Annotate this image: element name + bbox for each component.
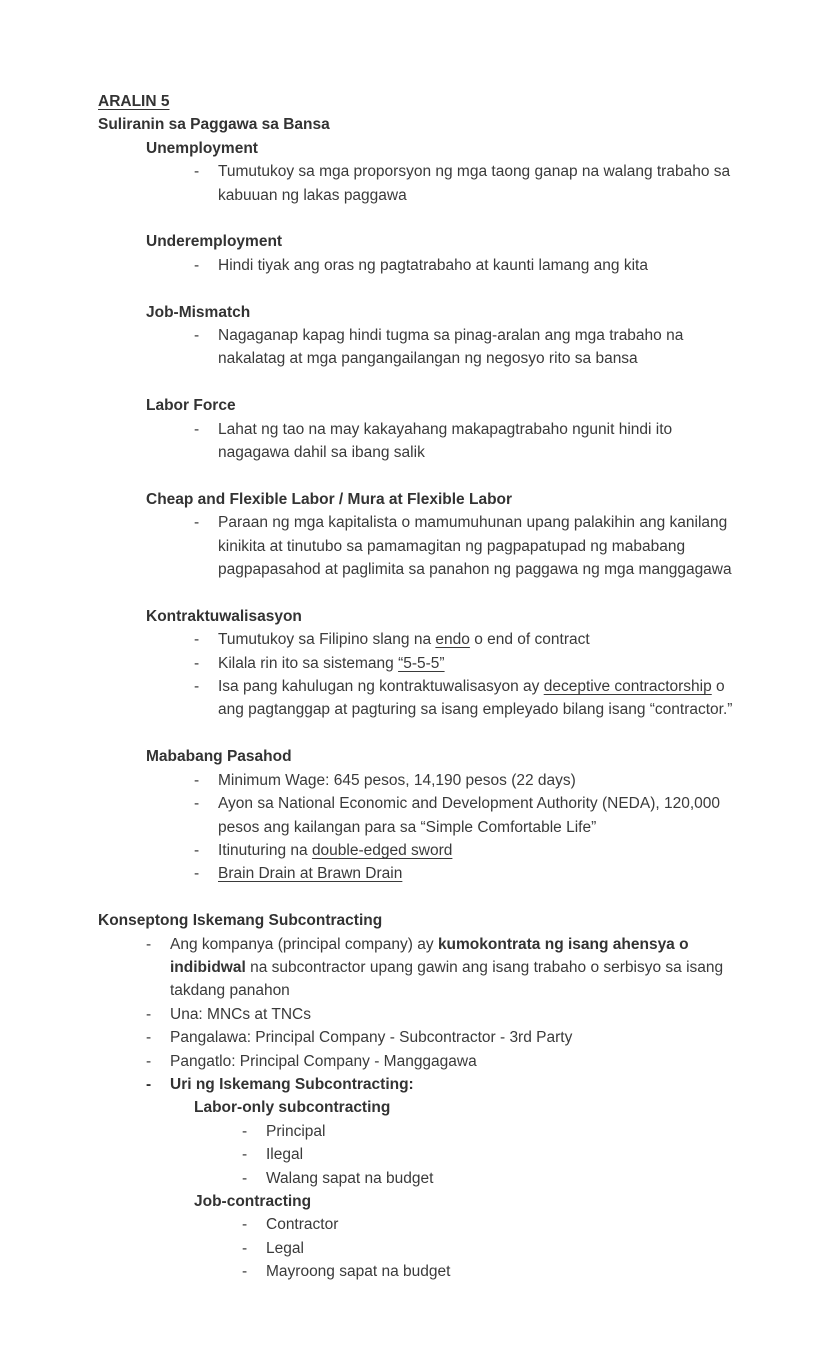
bullet-walang-sapat-na-budget (242, 1167, 733, 1190)
bullet-contractor (242, 1213, 733, 1236)
bold-text: Kontraktuwalisasyon (146, 607, 302, 625)
heading-unemployment (146, 137, 733, 160)
text-runs (218, 628, 733, 651)
plain-text: o end of contract (469, 631, 590, 649)
heading-job-mismatch (146, 301, 733, 324)
underlined-term: Brain Drain at Brawn Drain (218, 865, 403, 883)
document-outline (98, 90, 733, 1284)
bullet-dash: - (194, 163, 200, 181)
bullet-ayon-sa-national-economic (194, 792, 733, 839)
text-runs (266, 1213, 733, 1236)
heading-labor-only-subcontracting (194, 1096, 733, 1119)
text-runs (218, 862, 733, 885)
heading-suliranin-sa-paggawa-sa (98, 113, 733, 136)
bullet-dash: - (146, 935, 152, 953)
bullet-tumutukoy-sa-mga-proporsyon (194, 160, 733, 207)
heading-cheap-and-flexible-labor (146, 488, 733, 511)
bullet-dash: - (194, 256, 200, 274)
bullet-dash: - (242, 1146, 248, 1164)
plain-text: Hindi tiyak ang oras ng pagtatrabaho at kaunti lamang ang kita (218, 256, 648, 274)
bullet-dash: - (242, 1216, 248, 1234)
heading-job-contracting (194, 1190, 733, 1213)
text-runs (194, 1096, 733, 1119)
bold-text: Unemployment (146, 139, 258, 157)
bullet-dash: - (242, 1122, 248, 1140)
bullet-dash: - (194, 841, 200, 859)
text-runs (98, 909, 733, 932)
text-runs (218, 511, 733, 581)
plain-text: Minimum Wage: 645 pesos, 14,190 pesos (22 days) (218, 771, 576, 789)
text-runs (218, 418, 733, 465)
bullet-pangalawa-principal-company-subcontractor (146, 1026, 733, 1049)
plain-text: Walang sapat na budget (266, 1169, 434, 1187)
bold-text: Labor Force (146, 397, 236, 415)
bullet-dash: - (146, 1005, 152, 1023)
bullet-dash: - (242, 1263, 248, 1281)
bullet-isa-pang-kahulugan-ng (194, 675, 733, 722)
bullet-dash: - (194, 514, 200, 532)
bullet-tumutukoy-sa-filipino-slang (194, 628, 733, 651)
bullet-lahat-ng-tao-na (194, 418, 733, 465)
text-runs (98, 90, 733, 113)
text-runs (170, 1050, 733, 1073)
text-runs (146, 394, 733, 417)
bullet-nagaganap-kapag-hindi-tugma (194, 324, 733, 371)
text-runs (170, 1026, 733, 1049)
text-runs (98, 113, 733, 136)
text-runs (266, 1167, 733, 1190)
plain-text: Tumutukoy sa mga proporsyon ng mga taong ganap na walang trabaho sa kabuuan ng lakas paggawa (218, 163, 731, 204)
plain-text: o ang pagtanggap at pagturing sa isang empleyado bilang isang “contractor.” (218, 678, 733, 719)
text-runs (170, 1073, 733, 1096)
plain-text: Ang kompanya (principal company) ay (170, 935, 438, 953)
plain-text: Nagaganap kapag hindi tugma sa pinag-aralan ang mga trabaho na nakalatag at mga pangangailangan ng negosyo rito sa bansa (218, 327, 684, 368)
underlined-term: deceptive contractorship (543, 678, 712, 696)
bullet-uri-ng-iskemang-subcontracting (146, 1073, 733, 1096)
text-runs (170, 933, 733, 1003)
bullet-dash: - (146, 1075, 152, 1093)
text-runs (266, 1143, 733, 1166)
text-runs (218, 254, 733, 277)
text-runs (266, 1120, 733, 1143)
bullet-dash: - (146, 1029, 152, 1047)
bullet-itinuturing-na (194, 839, 733, 862)
bullet-dash: - (194, 678, 200, 696)
bullet-dash: - (194, 771, 200, 789)
plain-text: Pangalawa: Principal Company - Subcontractor - 3rd Party (170, 1029, 573, 1047)
bold-text: Suliranin sa Paggawa sa Bansa (98, 116, 330, 134)
text-runs (194, 1190, 733, 1213)
plain-text: Ilegal (266, 1146, 304, 1164)
bullet-dash: - (242, 1169, 248, 1187)
bullet-ilegal (242, 1143, 733, 1166)
text-runs (146, 301, 733, 324)
bold-text: Job-contracting (194, 1192, 312, 1210)
text-runs (146, 605, 733, 628)
text-runs (170, 1003, 733, 1026)
bullet-ang-kompanya-principal-company (146, 933, 733, 1003)
text-runs (218, 769, 733, 792)
bullet-dash: - (194, 865, 200, 883)
plain-text: Contractor (266, 1216, 339, 1234)
heading-underemployment (146, 230, 733, 253)
text-runs (218, 675, 733, 722)
bold-text: Job-Mismatch (146, 303, 251, 321)
text-runs (146, 230, 733, 253)
bullet-dash: - (242, 1239, 248, 1257)
bullet-dash: - (194, 631, 200, 649)
text-runs (218, 324, 733, 371)
heading-kontraktuwalisasyon (146, 605, 733, 628)
text-runs (146, 137, 733, 160)
underlined-term: endo (435, 631, 470, 649)
text-runs (266, 1237, 733, 1260)
bullet-dash: - (194, 327, 200, 345)
plain-text: Principal (266, 1122, 326, 1140)
plain-text: Itinuturing na (218, 841, 312, 859)
heading-aralin-5 (98, 90, 733, 113)
text-runs (146, 745, 733, 768)
text-runs (218, 792, 733, 839)
plain-text: Legal (266, 1239, 304, 1257)
bold-text: Underemployment (146, 233, 283, 251)
text-runs (218, 839, 733, 862)
bold-text: Konseptong Iskemang Subcontracting (98, 912, 383, 930)
plain-text: Tumutukoy sa Filipino slang na (218, 631, 436, 649)
bullet-una-mncs-at-tncs (146, 1003, 733, 1026)
bullet-paraan-ng-mga-kapitalista (194, 511, 733, 581)
heading-labor-force (146, 394, 733, 417)
plain-text: Mayroong sapat na budget (266, 1263, 451, 1281)
plain-text: Isa pang kahulugan ng kontraktuwalisasyon ay (218, 678, 544, 696)
bullet-legal (242, 1237, 733, 1260)
plain-text: na subcontractor upang gawin ang isang trabaho o serbisyo sa isang takdang panahon (170, 958, 724, 1000)
bullet-brain-drain-at-brawn (194, 862, 733, 885)
bullet-mayroong-sapat-na-budget (242, 1260, 733, 1283)
heading-mababang-pasahod (146, 745, 733, 768)
bullet-pangatlo-principal-company-manggagawa (146, 1050, 733, 1073)
plain-text: Kilala rin ito sa sistemang (218, 654, 399, 672)
plain-text: Ayon sa National Economic and Development Authority (NEDA), 120,000 pesos ang kailangan para sa “Simple Comfortable Life” (218, 795, 721, 836)
underlined-term: ARALIN 5 (98, 93, 170, 110)
bullet-hindi-tiyak-ang-oras (194, 254, 733, 277)
plain-text: Pangatlo: Principal Company - Manggagawa (170, 1052, 477, 1070)
bold-text: Cheap and Flexible Labor / Mura at Flexible Labor (146, 490, 513, 508)
bullet-principal (242, 1120, 733, 1143)
bold-text: Uri ng Iskemang Subcontracting: (170, 1075, 414, 1093)
plain-text: Lahat ng tao na may kakayahang makapagtrabaho ngunit hindi ito nagagawa dahil sa ibang salik (218, 420, 673, 462)
bullet-dash: - (194, 795, 200, 813)
text-runs (146, 488, 733, 511)
bullet-dash: - (146, 1052, 152, 1070)
bullet-kilala-rin-ito-sa (194, 652, 733, 675)
bold-text: kumokontrata ng isang ahensya o indibidwal (170, 935, 689, 976)
bold-text: Mababang Pasahod (146, 748, 292, 766)
heading-konseptong-iskemang-subcontracting (98, 909, 733, 932)
text-runs (218, 160, 733, 207)
bullet-dash: - (194, 654, 200, 672)
bullet-dash: - (194, 420, 200, 438)
plain-text: Paraan ng mga kapitalista o mamumuhunan upang palakihin ang kanilang kinikita at tinutubo sa pamamagitan ng pagpapatupad ng mababang pagpapasahod at paglimita sa panahon ng paggawa ng mga manggagawa (218, 514, 732, 579)
underlined-term: double-edged sword (311, 841, 453, 859)
text-runs (266, 1260, 733, 1283)
text-runs (218, 652, 733, 675)
plain-text: Una: MNCs at TNCs (170, 1005, 311, 1023)
underlined-term: “5-5-5” (398, 654, 445, 672)
bold-text: Labor-only subcontracting (194, 1099, 391, 1117)
bullet-minimum-wage-645-pesos (194, 769, 733, 792)
